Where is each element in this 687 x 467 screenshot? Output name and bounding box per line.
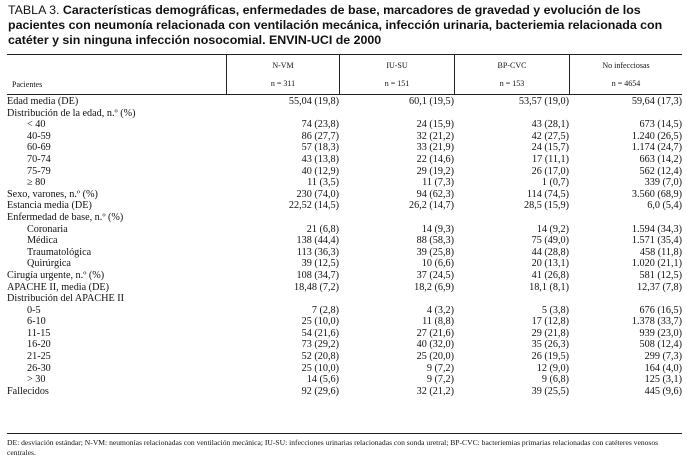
cell-value [339, 108, 454, 120]
data-table [7, 96, 682, 397]
cell-value: 40 (32,0) [416, 339, 454, 351]
cell-value: 113 (36,3) [296, 246, 339, 258]
table-caption: Características demográficas, enfermedades de base, marcadores de gravedad y evolución de los pacientes con neumonía relacionada con ventilación mecánica, infección urinaria, bacteriemia relacionada con catéter y sin ninguna infección nosocomial. ENVIN-UCI de 2000 [8, 3, 663, 47]
cell-value: 39 (25,8) [416, 246, 454, 258]
cell-value: 28,5 (15,9) [524, 200, 569, 212]
cell-value [454, 293, 569, 305]
column-name: N-VM [272, 61, 294, 70]
cell-value: 26 (19,5) [531, 351, 569, 363]
table-row [7, 363, 682, 375]
row-label: Quirúrgica [27, 258, 71, 270]
cell-value: 54 (21,6) [301, 327, 339, 339]
column-name: No infecciosas [602, 61, 650, 70]
row-label: > 30 [27, 374, 46, 386]
row-label: 70-74 [27, 153, 51, 165]
table-row [7, 305, 682, 317]
row-label: 16-20 [27, 339, 51, 351]
row-label: < 40 [27, 119, 46, 131]
cell-value: 21 (6,8) [306, 223, 339, 235]
column-header-iusu [340, 61, 454, 88]
cell-value: 7 (2,8) [311, 304, 339, 316]
cell-value: 1.378 (33,7) [631, 316, 682, 328]
cell-value: 18,2 (6,9) [414, 281, 454, 293]
cell-value: 164 (4,0) [644, 362, 682, 374]
cell-value: 6,0 (5,4) [647, 200, 682, 212]
row-label: Coronaria [27, 223, 68, 235]
cell-value: 86 (27,7) [301, 130, 339, 142]
cell-value: 5 (3,8) [541, 304, 569, 316]
row-label: 6-10 [27, 316, 46, 328]
table-row [7, 339, 682, 351]
cell-value: 73 (29,2) [301, 339, 339, 351]
cell-value [569, 293, 682, 305]
cell-value: 43 (28,1) [531, 119, 569, 131]
footnote: DE: desviación estándar; N-VM: neumonías relacionadas con ventilación mecánica; IU-SU: infecciones urinarias relacionadas con sonda uretral; BP-CVC: bacteriemias primarias relacionadas con catéteres venosos centrales. [7, 438, 659, 457]
row-label: 0-5 [27, 304, 41, 316]
row-label: 40-59 [27, 130, 51, 142]
cell-value: 9 (7,2) [426, 362, 454, 374]
cell-value: 55,04 (19,8) [288, 96, 339, 107]
table-number: TABLA 3. [8, 3, 60, 17]
table-row [7, 293, 682, 305]
table-row [7, 247, 682, 259]
cell-value: 14 (9,3) [421, 223, 454, 235]
cell-value: 59,64 (17,3) [631, 96, 682, 107]
cell-value: 458 (11,8) [639, 246, 682, 258]
table-row [7, 351, 682, 363]
table-row [7, 282, 682, 294]
cell-value: 1.020 (21,1) [631, 258, 682, 270]
cell-value: 4 (3,2) [426, 304, 454, 316]
row-label: Distribución del APACHE II [7, 293, 125, 305]
table-row [7, 224, 682, 236]
table-title [8, 3, 680, 48]
cell-value [339, 212, 454, 224]
table-row [7, 177, 682, 189]
cell-value: 43 (13,8) [301, 153, 339, 165]
cell-value: 37 (24,5) [416, 269, 454, 281]
cell-value: 1.571 (35,4) [631, 235, 682, 247]
cell-value: 114 (74,5) [526, 188, 569, 200]
table-row [7, 166, 682, 178]
table-row [7, 270, 682, 282]
cell-value: 27 (21,6) [416, 327, 454, 339]
cell-value: 24 (15,7) [531, 142, 569, 154]
cell-value: 26 (17,0) [531, 165, 569, 177]
cell-value: 41 (26,8) [531, 269, 569, 281]
cell-value: 11 (7,3) [422, 177, 454, 189]
column-n: n = 151 [384, 79, 410, 88]
cell-value: 39 (25,5) [531, 385, 569, 397]
row-label: Distribución de la edad, n.º (%) [7, 107, 136, 119]
cell-value: 40 (12,9) [301, 165, 339, 177]
cell-value: 42 (27,5) [531, 130, 569, 142]
table-row [7, 189, 682, 201]
cell-value [226, 212, 339, 224]
table-row [7, 131, 682, 143]
cell-value: 3.560 (68,9) [631, 188, 682, 200]
row-label: Estancia media (DE) [7, 200, 92, 212]
column-n: n = 4654 [611, 79, 641, 88]
row-header-label: Pacientes [12, 80, 43, 89]
table-row [7, 96, 682, 108]
cell-value: 14 (5,6) [306, 374, 339, 386]
row-label: 26-30 [27, 362, 51, 374]
cell-value [226, 108, 339, 120]
cell-value [569, 108, 682, 120]
cell-value: 26,2 (14,7) [409, 200, 454, 212]
cell-value: 88 (58,3) [416, 235, 454, 247]
cell-value: 125 (3,1) [644, 374, 682, 386]
cell-value: 108 (34,7) [296, 269, 339, 281]
row-label: 75-79 [27, 165, 51, 177]
cell-value: 24 (15,9) [416, 119, 454, 131]
cell-value: 74 (23,8) [301, 119, 339, 131]
table-body [7, 96, 682, 397]
cell-value: 18,48 (7,2) [294, 281, 339, 293]
row-label: 21-25 [27, 351, 51, 363]
row-label: Sexo, varones, n.º (%) [7, 188, 98, 200]
cell-value: 17 (12,8) [531, 316, 569, 328]
column-header-nvm [227, 61, 339, 88]
cell-value: 39 (12,5) [301, 258, 339, 270]
cell-value: 17 (11,1) [532, 153, 569, 165]
cell-value: 94 (62,3) [416, 188, 454, 200]
cell-value [454, 212, 569, 224]
cell-value: 52 (20,8) [301, 351, 339, 363]
cell-value: 29 (21,8) [531, 327, 569, 339]
row-label: APACHE II, media (DE) [7, 281, 110, 293]
cell-value [339, 293, 454, 305]
cell-value: 1.594 (34,3) [631, 223, 682, 235]
cell-value: 92 (29,6) [301, 385, 339, 397]
row-label: Médica [27, 235, 58, 247]
cell-value: 14 (9,2) [536, 223, 569, 235]
row-label: 11-15 [27, 327, 51, 339]
cell-value: 939 (23,0) [639, 327, 682, 339]
row-label: 60-69 [27, 142, 51, 154]
cell-value: 138 (44,4) [296, 235, 339, 247]
cell-value: 12 (9,0) [536, 362, 569, 374]
cell-value: 673 (14,5) [639, 119, 682, 131]
cell-value [454, 108, 569, 120]
cell-value: 32 (21,2) [416, 385, 454, 397]
cell-value: 10 (6,6) [421, 258, 454, 270]
cell-value: 25 (20,0) [416, 351, 454, 363]
cell-value: 581 (12,5) [639, 269, 682, 281]
cell-value: 53,57 (19,0) [518, 96, 569, 107]
table-row [7, 154, 682, 166]
cell-value: 1.174 (24,7) [631, 142, 682, 154]
column-name: IU-SU [386, 61, 408, 70]
row-label: Fallecidos [7, 385, 49, 397]
column-n: n = 153 [499, 79, 525, 88]
column-header-no-infecciosas [570, 61, 682, 88]
table-row [7, 235, 682, 247]
cell-value: 508 (12,4) [639, 339, 682, 351]
table-row [7, 142, 682, 154]
cell-value: 29 (19,2) [416, 165, 454, 177]
row-label: Enfermedad de base, n.º (%) [7, 211, 124, 223]
row-label: Edad media (DE) [7, 96, 79, 107]
column-n: n = 311 [270, 79, 296, 88]
cell-value [569, 212, 682, 224]
cell-value: 33 (21,9) [416, 142, 454, 154]
cell-value: 60,1 (19,5) [409, 96, 454, 107]
table-row [7, 328, 682, 340]
column-header-bpcvc [455, 61, 569, 88]
cell-value: 1.240 (26,5) [631, 130, 682, 142]
cell-value: 75 (49,0) [531, 235, 569, 247]
cell-value: 22,52 (14,5) [288, 200, 339, 212]
cell-value: 663 (14,2) [639, 153, 682, 165]
cell-value: 25 (10,0) [301, 316, 339, 328]
cell-value: 35 (26,3) [531, 339, 569, 351]
cell-value: 9 (7,2) [426, 374, 454, 386]
table-row [7, 386, 682, 398]
cell-value: 57 (18,3) [301, 142, 339, 154]
rule-header-bottom [7, 94, 682, 95]
row-label: Cirugía urgente, n.º (%) [7, 269, 105, 281]
table-row [7, 316, 682, 328]
row-label: ≥ 80 [27, 177, 46, 189]
cell-value: 11 (8,8) [422, 316, 454, 328]
table-row [7, 200, 682, 212]
cell-value: 230 (74,0) [296, 188, 339, 200]
cell-value: 22 (14,6) [416, 153, 454, 165]
rule-bottom [7, 433, 682, 434]
cell-value: 562 (12,4) [639, 165, 682, 177]
rule-top [7, 54, 682, 55]
row-label: Traumatológica [27, 246, 92, 258]
cell-value: 445 (9,6) [644, 385, 682, 397]
table-row [7, 119, 682, 131]
cell-value: 32 (21,2) [416, 130, 454, 142]
table-row [7, 374, 682, 386]
cell-value: 299 (7,3) [644, 351, 682, 363]
cell-value: 676 (16,5) [639, 304, 682, 316]
table-row [7, 258, 682, 270]
cell-value: 11 (3,5) [307, 177, 339, 189]
cell-value [226, 293, 339, 305]
cell-value: 1 (0,7) [541, 177, 569, 189]
cell-value: 9 (6,8) [541, 374, 569, 386]
cell-value: 44 (28,8) [531, 246, 569, 258]
table-row [7, 212, 682, 224]
table-row [7, 108, 682, 120]
cell-value: 25 (10,0) [301, 362, 339, 374]
cell-value: 12,37 (7,8) [637, 281, 682, 293]
column-name: BP-CVC [497, 61, 527, 70]
cell-value: 18,1 (8,1) [529, 281, 569, 293]
cell-value: 20 (13,1) [531, 258, 569, 270]
cell-value: 339 (7,0) [644, 177, 682, 189]
